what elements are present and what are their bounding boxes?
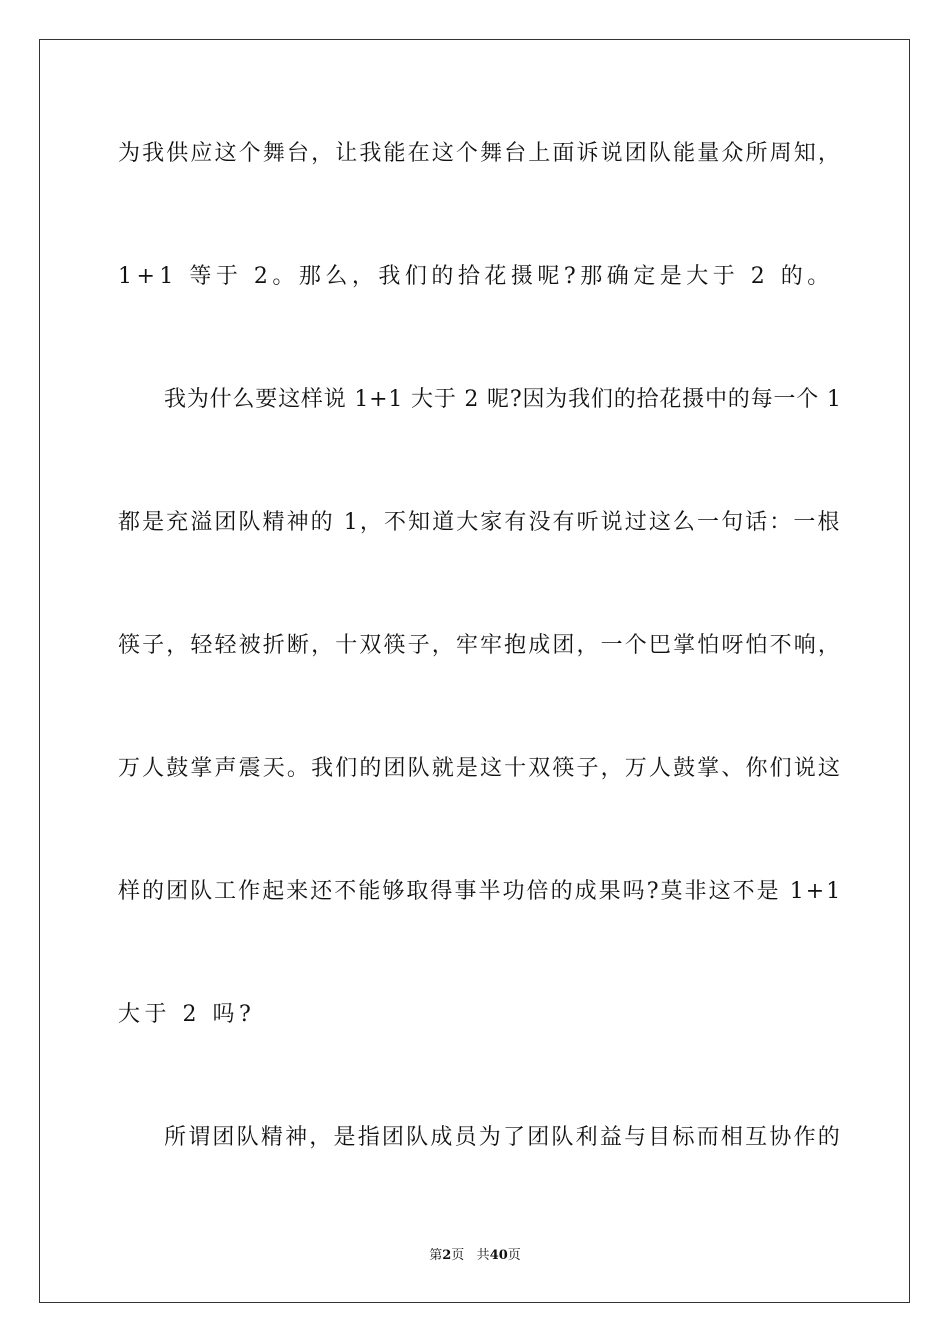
paragraph-line-7: 样的团队工作起来还不能够取得事半功倍的成果吗?莫非这不是 1+1 [118,879,843,904]
paragraph-line-2: 1+1 等于 2。那么，我们的拾花摄呢?那确定是大于 2 的。 [118,264,834,289]
footer-page-suffix: 页 [451,1248,465,1263]
paragraph-line-3: 我为什么要这样说 1+1 大于 2 呢?因为我们的拾花摄中的每一个 1 [164,387,842,412]
footer-total-pages: 40 [489,1248,508,1263]
paragraph-line-6: 万人鼓掌声震天。我们的团队就是这十双筷子，万人鼓掌、你们说这 [118,756,843,781]
footer-total-suffix: 页 [507,1248,521,1263]
footer-page-number: 2 [442,1248,452,1263]
page-footer [0,1247,950,1265]
footer-page-prefix: 第 [429,1248,443,1263]
paragraph-line-4: 都是充溢团队精神的 1，不知道大家有没有听说过这么一句话：一根 [118,510,842,535]
paragraph-line-5: 筷子，轻轻被折断，十双筷子，牢牢抱成团，一个巴掌怕呀怕不响， [118,633,843,658]
footer-total-prefix: 共 [476,1248,490,1263]
page-border [39,39,910,1303]
paragraph-line-9: 所谓团队精神，是指团队成员为了团队利益与目标而相互协作的 [164,1125,843,1150]
paragraph-line-8: 大于 2 吗? [118,1002,256,1027]
paragraph-line-1: 为我供应这个舞台，让我能在这个舞台上面诉说团队能量众所周知， [118,141,843,166]
